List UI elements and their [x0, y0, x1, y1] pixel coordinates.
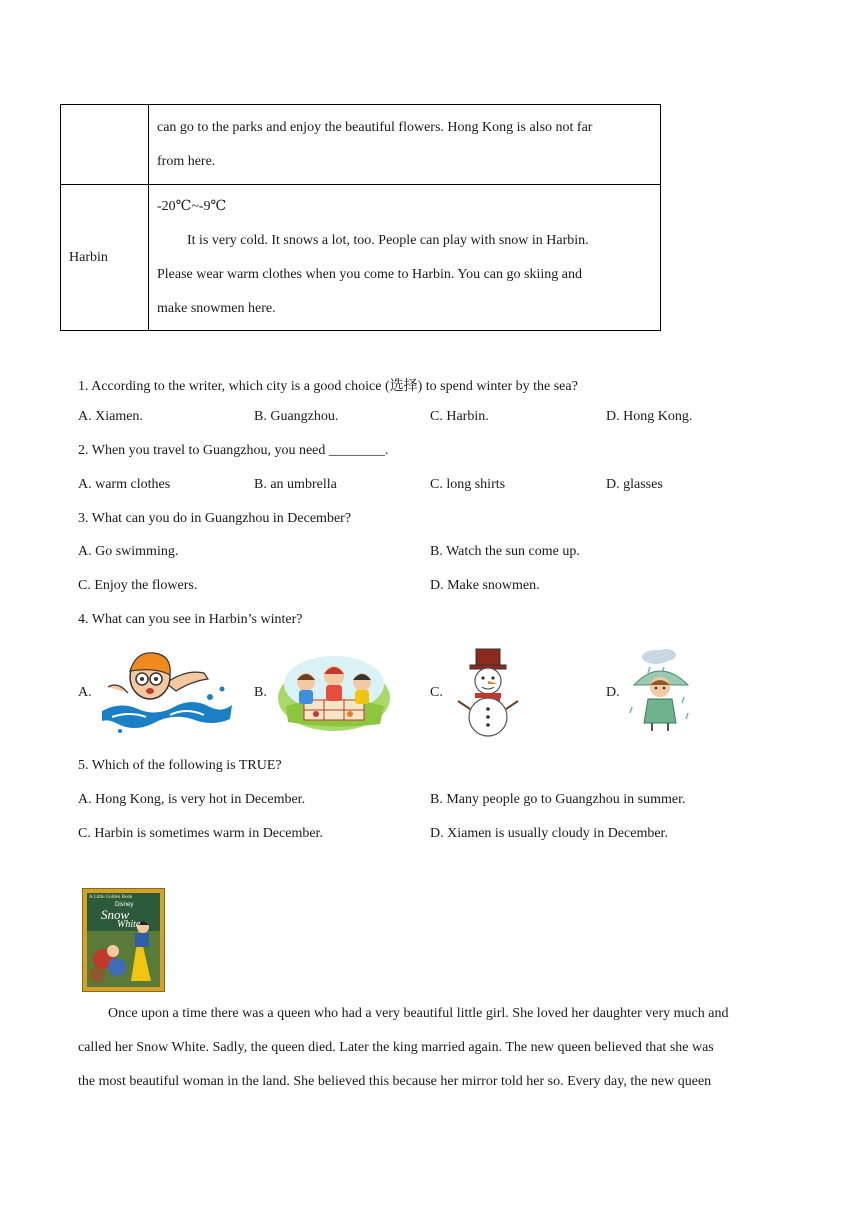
- question-2: 2. When you travel to Guangzhou, you need ________.: [78, 443, 389, 458]
- q5-option-c: C. Harbin is sometimes warm in December.: [78, 826, 323, 841]
- story-line: Once upon a time there was a queen who had a very beautiful little girl. She loved her daughter very much and: [108, 1006, 729, 1021]
- book-title-line1: Snow: [101, 907, 130, 922]
- q3-option-a: A. Go swimming.: [78, 544, 179, 559]
- q1-option-d: D. Hong Kong.: [606, 409, 693, 424]
- q4-option-a: A.: [78, 685, 92, 700]
- q1-option-c: C. Harbin.: [430, 409, 489, 424]
- q1-option-a: A. Xiamen.: [78, 409, 143, 424]
- question-1: 1. According to the writer, which city is a good choice (选择) to spend winter by the sea?: [78, 379, 578, 394]
- question-3: 3. What can you do in Guangzhou in December?: [78, 511, 352, 526]
- q3-option-d: D. Make snowmen.: [430, 578, 540, 593]
- description-line: can go to the parks and enjoy the beautiful flowers. Hong Kong is also not far: [157, 119, 593, 135]
- story-line: the most beautiful woman in the land. She believed this because her mirror told her so. Every day, the new queen: [78, 1074, 712, 1089]
- q4-option-c: C.: [430, 685, 443, 700]
- q2-option-b: B. an umbrella: [254, 477, 337, 492]
- q3-option-b: B. Watch the sun come up.: [430, 544, 580, 559]
- question-4: 4. What can you see in Harbin’s winter?: [78, 612, 303, 627]
- q5-option-a: A. Hong Kong, is very hot in December.: [78, 792, 306, 807]
- swimmer-icon: [100, 647, 234, 739]
- story-line: called her Snow White. Sadly, the queen died. Later the king married again. The new queen believed that she was: [78, 1040, 714, 1055]
- description-line: make snowmen here.: [157, 300, 276, 316]
- description-cell: [149, 105, 661, 185]
- question-5: 5. Which of the following is TRUE?: [78, 758, 282, 773]
- description-line: It is very cold. It snows a lot, too. People can play with snow in Harbin.: [187, 232, 589, 248]
- q4-option-b: B.: [254, 685, 267, 700]
- q3-option-c: C. Enjoy the flowers.: [78, 578, 198, 593]
- table-row: [61, 105, 661, 185]
- city-cell: Harbin: [61, 185, 149, 331]
- q1-option-b: B. Guangzhou.: [254, 409, 339, 424]
- book-cover: [82, 888, 165, 992]
- q4-option-d: D.: [606, 685, 620, 700]
- q2-option-a: A. warm clothes: [78, 477, 171, 492]
- city-cell: [61, 105, 149, 185]
- description-cell: [149, 185, 661, 331]
- city-weather-table: [60, 104, 661, 331]
- table-row: [61, 185, 661, 331]
- q5-option-b: B. Many people go to Guangzhou in summer.: [430, 792, 686, 807]
- book-brand: Disney: [115, 902, 134, 908]
- book-title-line2: White: [117, 919, 141, 930]
- q2-option-d: D. glasses: [606, 477, 663, 492]
- description-line: from here.: [157, 153, 216, 169]
- snowman-icon: [456, 647, 520, 739]
- description-line: Please wear warm clothes when you come to Harbin. You can go skiing and: [157, 266, 582, 282]
- q2-option-c: C. long shirts: [430, 477, 506, 492]
- rain-girl-icon: [626, 647, 696, 737]
- q5-option-d: D. Xiamen is usually cloudy in December.: [430, 826, 668, 841]
- picnic-icon: [276, 648, 392, 732]
- book-series: A Little Golden Book: [89, 895, 133, 900]
- temperature-range: -20℃~-9℃: [157, 198, 227, 214]
